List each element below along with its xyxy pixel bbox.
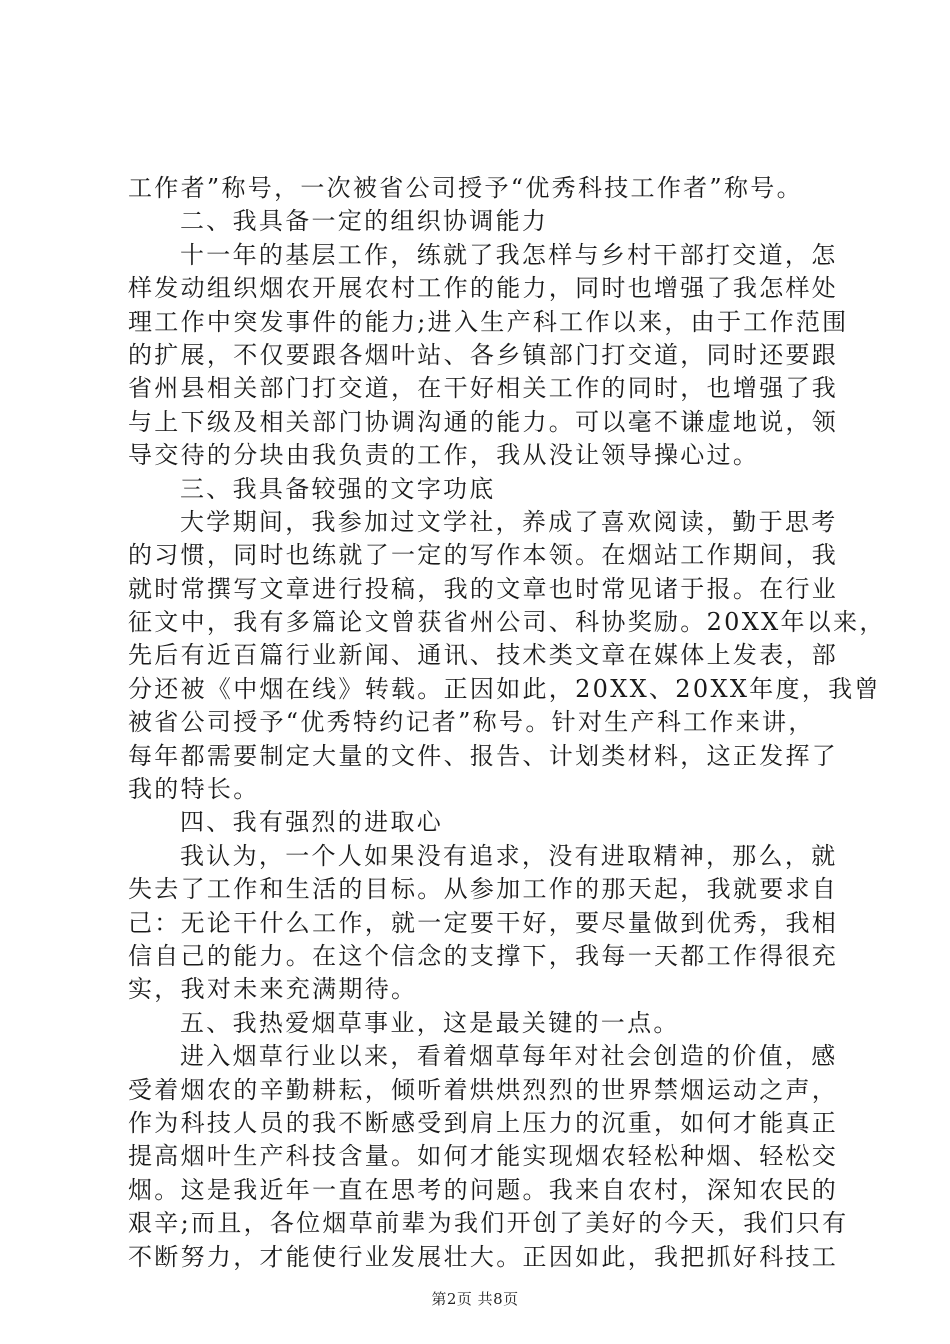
text-line: 大学期间，我参加过文学社，养成了喜欢阅读，勤于思考 [180, 507, 838, 536]
text-line: 不断努力，才能使行业发展壮大。正因如此，我把抓好科技工 [128, 1242, 839, 1271]
page-footer: 第2页 共8页 [431, 1290, 519, 1308]
text-line: 二、我具备一定的组织协调能力 [180, 207, 549, 236]
text-line: 提高烟叶生产科技含量。如何才能实现烟农轻松种烟、轻松交 [128, 1142, 839, 1171]
text-line: 我认为，一个人如果没有追求，没有进取精神，那么，就 [180, 841, 838, 870]
text-line: 十一年的基层工作，练就了我怎样与乡村干部打交道，怎 [180, 240, 838, 269]
text-line: 先后有近百篇行业新闻、通讯、技术类文章在媒体上发表，部 [128, 641, 839, 670]
text-line: 五、我热爱烟草事业，这是最关键的一点。 [180, 1008, 680, 1037]
text-line: 样发动组织烟农开展农村工作的能力，同时也增强了我怎样处 [128, 274, 839, 303]
text-line: 进入烟草行业以来，看着烟草每年对社会创造的价值，感 [180, 1042, 838, 1071]
text-line: 与上下级及相关部门协调沟通的能力。可以毫不谦虚地说，领 [128, 407, 839, 436]
text-line: 我的特长。 [128, 775, 260, 804]
text-line: 就时常撰写文章进行投稿，我的文章也时常见诸于报。在行业 [128, 574, 839, 603]
text-line: 被省公司授予“优秀特约记者”称号。针对生产科工作来讲， [128, 708, 815, 737]
text-line: 的习惯，同时也练就了一定的写作本领。在烟站工作期间，我 [128, 541, 839, 570]
body-text [128, 172, 886, 1274]
text-line: 己：无论干什么工作，就一定要干好，要尽量做到优秀，我相 [128, 908, 839, 937]
text-line: 受着烟农的辛勤耕耘，倾听着烘烘烈烈的世界禁烟运动之声， [128, 1075, 839, 1104]
text-line: 四、我有强烈的进取心 [180, 808, 443, 837]
text-line: 每年都需要制定大量的文件、报告、计划类材料，这正发挥了 [128, 741, 839, 770]
text-line: 烟。这是我近年一直在思考的问题。我来自农村，深知农民的 [128, 1175, 839, 1204]
text-line: 导交待的分块由我负责的工作，我从没让领导操心过。 [128, 441, 760, 470]
text-line: 理工作中突发事件的能力;进入生产科工作以来，由于工作范围 [128, 307, 849, 336]
text-line: 作为科技人员的我不断感受到肩上压力的沉重，如何才能真正 [128, 1108, 839, 1137]
text-line: 三、我具备较强的文字功底 [180, 474, 496, 503]
text-line: 省州县相关部门打交道，在干好相关工作的同时，也增强了我 [128, 374, 839, 403]
text-line: 工作者”称号，一次被省公司授予“优秀科技工作者”称号。 [128, 174, 803, 202]
text-line: 征文中，我有多篇论文曾获省州公司、科协奖励。20XX年以来， [128, 608, 886, 637]
text-line: 的扩展，不仅要跟各烟叶站、各乡镇部门打交道，同时还要跟 [128, 340, 839, 369]
text-line: 分还被《中烟在线》转载。正因如此，20XX、20XX年度，我曾 [128, 674, 881, 703]
text-line: 实，我对未来充满期待。 [128, 975, 418, 1004]
text-line: 艰辛;而且，各位烟草前辈为我们开创了美好的今天，我们只有 [128, 1209, 849, 1238]
text-line: 信自己的能力。在这个信念的支撑下，我每一天都工作得很充 [128, 941, 839, 970]
text-line: 失去了工作和生活的目标。从参加工作的那天起，我就要求自 [128, 875, 839, 904]
